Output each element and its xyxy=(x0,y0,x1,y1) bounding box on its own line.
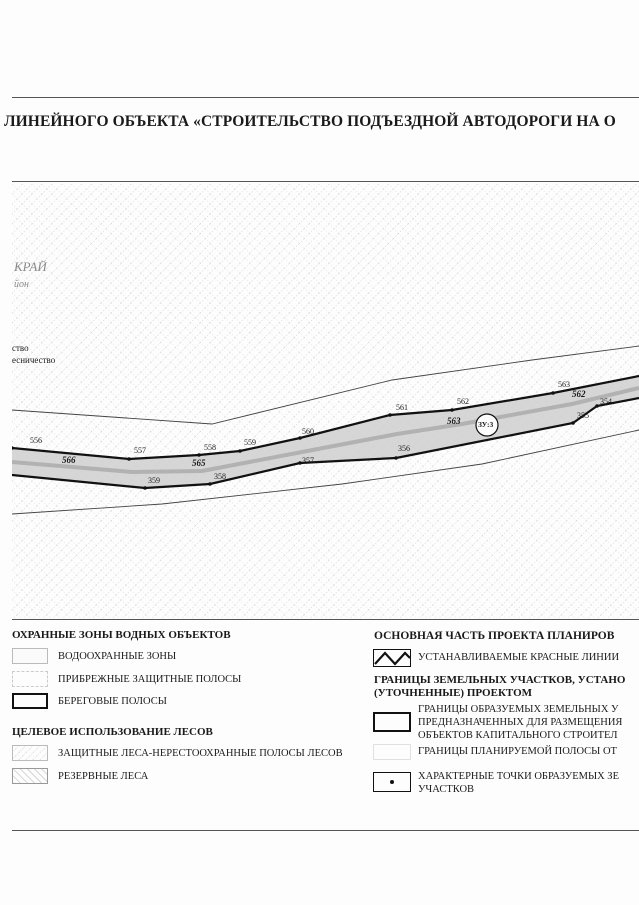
swatch-red-lines xyxy=(373,649,411,667)
point-label-358: 358 xyxy=(214,472,226,481)
legend-item-parcels-2: ПРЕДНАЗНАЧЕННЫХ ДЛЯ РАЗМЕЩЕНИЯ xyxy=(418,717,623,728)
page-title: ЛИНЕЙНОГО ОБЪЕКТА «СТРОИТЕЛЬСТВО ПОДЪЕЗДНОЙ АВТОДОРОГИ НА О xyxy=(4,113,616,130)
legend-item-protective-forest: ЗАЩИТНЫЕ ЛЕСА-НЕРЕСТООХРАННЫЕ ПОЛОСЫ ЛЕСОВ xyxy=(58,748,343,759)
swatch-planned-strip xyxy=(373,744,411,760)
map-drawing xyxy=(12,184,639,620)
forestry-label-2: есничество xyxy=(12,355,56,365)
bottom-rule xyxy=(12,830,639,831)
swatch-reserve-forest xyxy=(12,768,48,784)
point-label-562: 562 xyxy=(457,397,469,406)
point-label-355: 355 xyxy=(577,411,589,420)
point-label-359: 359 xyxy=(148,476,160,485)
point-label-558: 558 xyxy=(204,443,216,452)
point-label-557: 557 xyxy=(134,446,146,455)
centre-label-563: 563 xyxy=(447,416,461,426)
map-frame-top xyxy=(12,181,639,182)
legend-item-coastal-strip: ПРИБРЕЖНЫЕ ЗАЩИТНЫЕ ПОЛОСЫ xyxy=(58,674,242,685)
point-label-561: 561 xyxy=(396,403,408,412)
region-label-2: йон xyxy=(14,279,29,290)
legend-item-parcels-3: ОБЪЕКТОВ КАПИТАЛЬНОГО СТРОИТЕЛ xyxy=(418,730,618,741)
legend-heading-parcels-1: ГРАНИЦЫ ЗЕМЕЛЬНЫХ УЧАСТКОВ, УСТАНО xyxy=(374,674,626,686)
map-frame-bottom xyxy=(12,619,639,620)
legend-item-red-lines: УСТАНАВЛИВАЕМЫЕ КРАСНЫЕ ЛИНИИ xyxy=(418,652,620,663)
legend-item-parcels-1: ГРАНИЦЫ ОБРАЗУЕМЫХ ЗЕМЕЛЬНЫХ У xyxy=(418,704,619,715)
swatch-shore-strip xyxy=(12,693,48,709)
legend-item-planned-strip: ГРАНИЦЫ ПЛАНИРУЕМОЙ ПОЛОСЫ ОТ xyxy=(418,746,617,757)
point-dot-icon xyxy=(390,780,394,784)
legend-heading-planning: ОСНОВНАЯ ЧАСТЬ ПРОЕКТА ПЛАНИРОВ xyxy=(374,630,615,642)
centre-label-566: 566 xyxy=(62,455,76,465)
swatch-parcel-boundary xyxy=(373,712,411,732)
legend-item-points-1: ХАРАКТЕРНЫЕ ТОЧКИ ОБРАЗУЕМЫХ ЗЕ xyxy=(418,771,619,782)
point-label-563: 563 xyxy=(558,380,570,389)
swatch-protective-forest xyxy=(12,745,48,761)
legend-item-water-protection: ВОДООХРАННЫЕ ЗОНЫ xyxy=(58,651,177,662)
forestry-label-1: ство xyxy=(12,343,29,353)
top-rule xyxy=(12,97,639,98)
legend-item-shore-strip: БЕРЕГОВЫЕ ПОЛОСЫ xyxy=(58,696,167,707)
swatch-coastal-strip xyxy=(12,671,48,687)
point-label-356: 356 xyxy=(398,444,410,453)
swatch-water-protection-zone xyxy=(12,648,48,664)
legend-heading-water: ОХРАННЫЕ ЗОНЫ ВОДНЫХ ОБЪЕКТОВ xyxy=(12,629,231,641)
point-label-559: 559 xyxy=(244,438,256,447)
legend-item-points-2: УЧАСТКОВ xyxy=(418,784,475,795)
region-label-1: КРАЙ xyxy=(14,259,47,274)
point-label-354: 354 xyxy=(600,397,612,406)
parcel-badge-label: ЗУ:3 xyxy=(478,420,494,429)
legend-heading-forest: ЦЕЛЕВОЕ ИСПОЛЬЗОВАНИЕ ЛЕСОВ xyxy=(12,726,213,738)
point-label-556: 556 xyxy=(30,436,42,445)
point-label-560: 560 xyxy=(302,427,314,436)
point-label-357: 357 xyxy=(302,456,314,465)
legend-item-reserve-forest: РЕЗЕРВНЫЕ ЛЕСА xyxy=(58,771,149,782)
legend-heading-parcels-2: (УТОЧНЕННЫЕ) ПРОЕКТОМ xyxy=(374,687,533,699)
centre-label-565: 565 xyxy=(192,458,206,468)
swatch-characteristic-point xyxy=(373,772,411,792)
centre-label-562: 562 xyxy=(572,389,586,399)
